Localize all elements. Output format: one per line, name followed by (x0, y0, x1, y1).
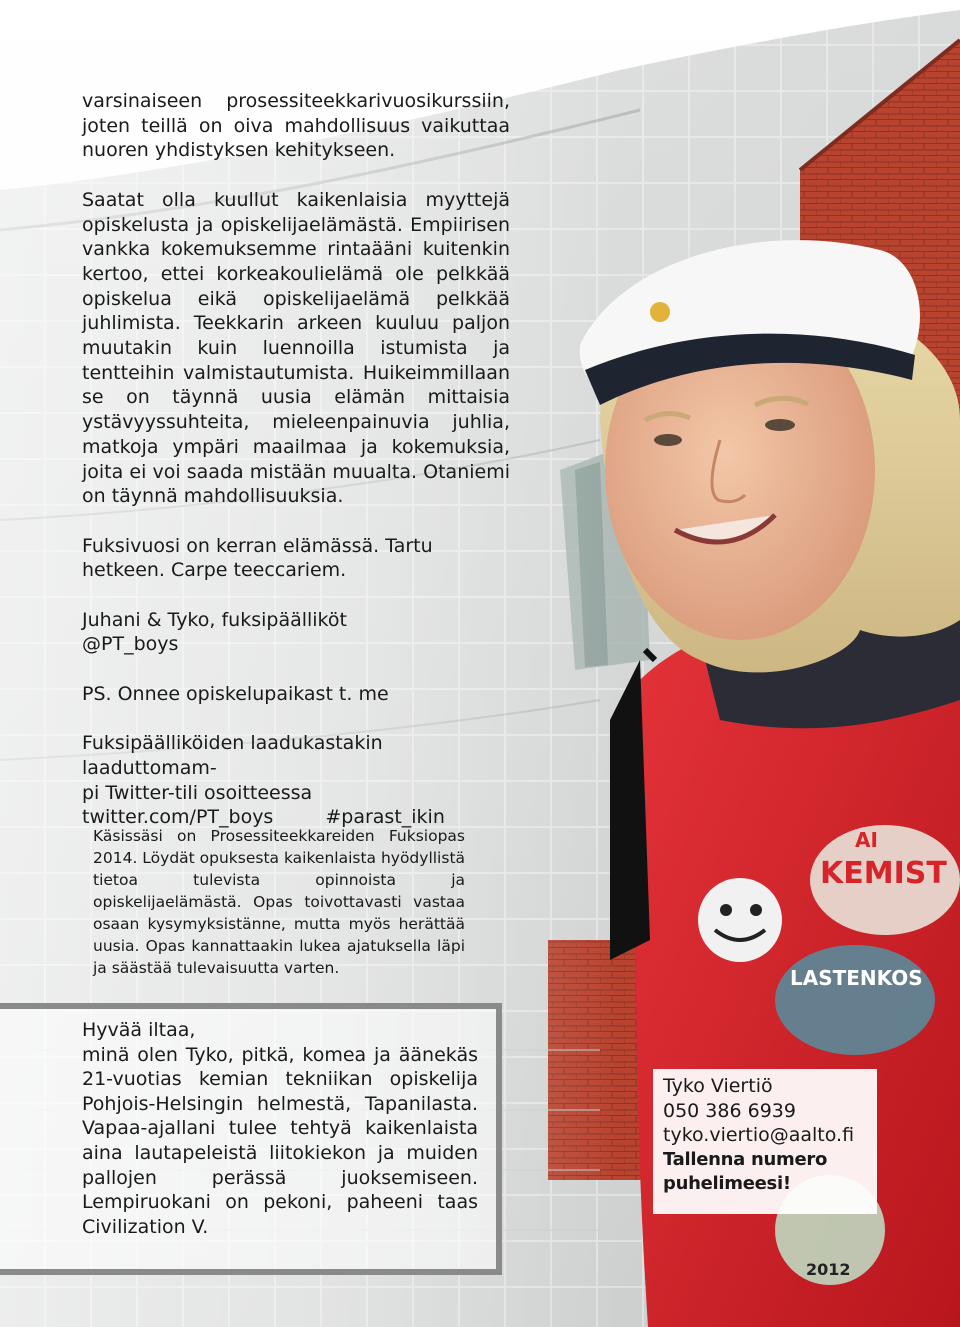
ps-line: PS. Onnee opiskelupaikast t. me (82, 682, 389, 705)
bio-body: minä olen Tyko, pitkä, komea ja äänekäs 21-vuotias kemian tekniikan opiskelija Pohjois-Helsingin helmestä, Tapanilasta. Vapaa-ajallani tulee tehtyä kaikenlaista aina lautapeleistä liitokiekon ja muiden pallojen perässä juoksemiseen. Lempiruokani on pekoni, paheeni taas Civilization V. (82, 1043, 478, 1238)
badge-year: 2012 (806, 1260, 851, 1279)
twitter-url[interactable]: twitter.com/PT_boys (82, 806, 274, 829)
paragraph-myths: Saatat olla kuullut kaikenlaisia myyttejä opiskelusta ja opiskelijaelämästä. Empiirisen vankka kokemuksemme rintaääni kuitenkin kertoo, ettei korkeakoulielämä ole pelkkää opiskelua eikä opiskelijaelämä pelkkää juhlimista. Teekkarin arkeen kuuluu paljon muutakin kuin luennoilla istumista ja tentteihin valmistautumista. Huikeimmillaan se on täynnä uusia elämän mittaisia ystävyyssuhteita, mieleenpainuvia juhlia, matkoja ympäri maailmaa ja kokemuksia, joita ei voi saada mistään muualta. Otaniemi on täynnä mahdollisuuksia. (82, 188, 510, 508)
twitter-line-1: Fuksipäälliköiden laadukastakin laaduttomam- (82, 732, 383, 779)
badge-ai: AI (855, 828, 878, 852)
signature-line: Juhani & Tyko, fuksipäälliköt (82, 608, 347, 631)
main-text-column (82, 89, 510, 830)
badge-kemist: KEMIST (820, 856, 947, 891)
twitter-handle: @PT_boys (82, 633, 179, 656)
contact-phone[interactable]: 050 386 6939 (663, 1099, 796, 1122)
contact-name: Tyko Viertiö (663, 1075, 773, 1097)
contact-email[interactable]: tyko.viertio@aalto.fi (663, 1124, 855, 1147)
twitter-line-2: pi Twitter-tili osoitteessa (82, 781, 313, 804)
paragraph-carpe: Fuksivuosi on kerran elämässä. Tartu hetkeen. Carpe teeccariem. (82, 534, 433, 582)
guide-intro-text: Käsissäsi on Prosessiteekkareiden Fuksiopas 2014. Löydät opuksesta kaikenlaista hyödyllistä tietoa tulevista opinnoista ja opiskelijaelämästä. Opas toivottavasti vastaa osaan kysymyksistänne, mutta myös herättää uusia. Opas kannattaakin lukea ajatuksella läpi ja säästää tulevaisuutta varten. (93, 827, 466, 977)
contact-cta-line2: puhelimeesi! (663, 1173, 791, 1195)
badge-lastenkos: LASTENKOS (790, 966, 923, 990)
bio-greeting: Hyvää iltaa, (82, 1019, 196, 1041)
bio-text-block (82, 1018, 478, 1239)
contact-card (653, 1069, 877, 1214)
paragraph-intro: varsinaiseen prosessiteekkarivuosikurssiin, joten teillä on oiva mahdollisuus vaikuttaa nuoren yhdistyksen kehitykseen. (82, 90, 510, 162)
hashtag: #parast_ikin (325, 806, 445, 829)
contact-cta-line1: Tallenna numero (663, 1148, 828, 1170)
